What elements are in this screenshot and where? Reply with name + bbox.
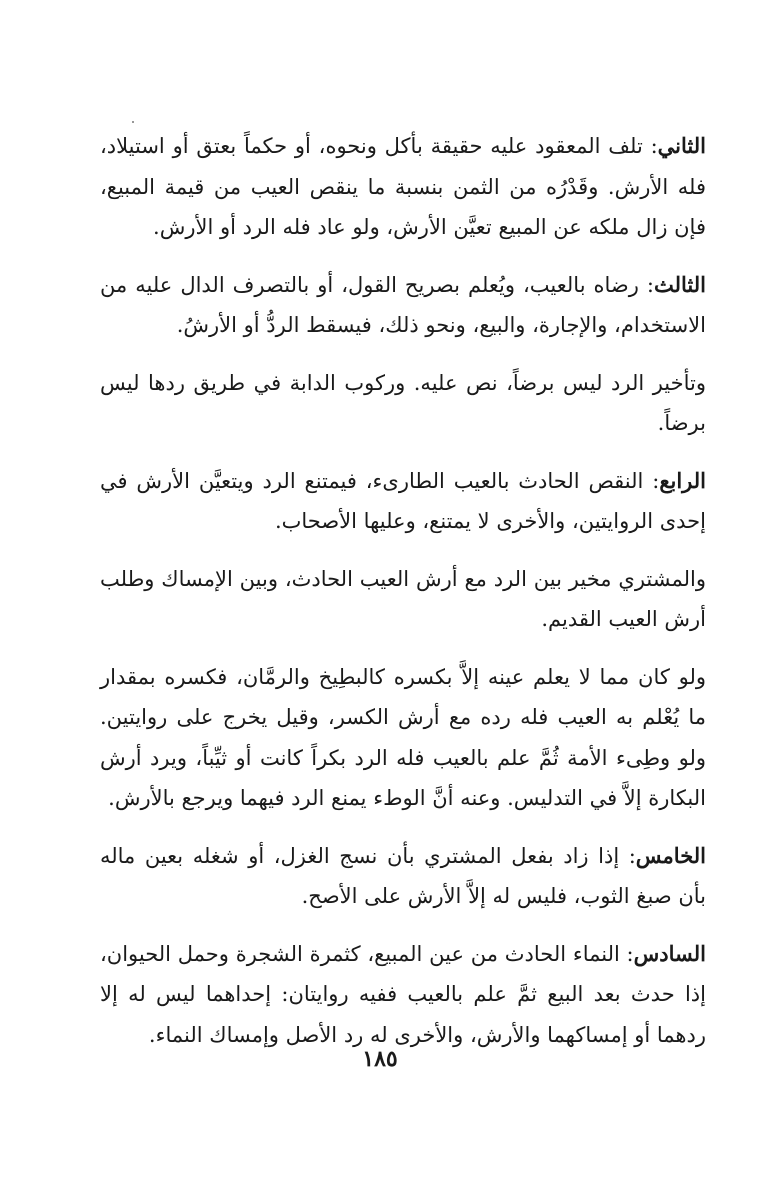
paragraph-text: وتأخير الرد ليس برضاً، نص عليه. وركوب الدابة في طريق ردها ليس برضاً.	[100, 370, 706, 435]
paragraph-term: الثالث	[654, 271, 706, 297]
paragraph-fifth	[100, 836, 706, 917]
paragraph-text: والمشتري مخير بين الرد مع أرش العيب الحادث، وبين الإمساك وطلب أرش العيب القديم.	[100, 566, 706, 631]
paragraph-text: ولو كان مما لا يعلم عينه إلاَّ بكسره كالبطِيخ والرمَّان، فكسره بمقدار ما يُعْلم به العيب فله رده مع أرش الكسر، وقيل يخرج على روايتين. ولو وطِىء الأمة ثُمَّ علم بالعيب فله الرد بكراً كانت أو ثيِّباً، ويرد أرش البكارة إلاَّ في التدليس. وعنه أنَّ الوطء يمنع الرد فيهما ويرجع بالأرش.	[100, 664, 706, 810]
paragraph-third	[100, 265, 706, 346]
page-number: ١٨٥	[362, 1046, 398, 1072]
paragraph-sixth	[100, 934, 706, 1056]
paragraph-breaking	[100, 657, 706, 819]
paragraph-term: الثاني	[657, 133, 706, 158]
paragraph-fourth	[100, 461, 706, 542]
paragraph-text: : إذا زاد بفعل المشتري بأن نسج الغزل، أو شغله بعين ماله بأن صبغ الثوب، فليس له إلاَّ الأرش على الأصح.	[100, 843, 706, 908]
paragraph-term: الرابع	[659, 467, 706, 493]
page-speck	[132, 121, 134, 123]
paragraph-text: : النماء الحادث من عين المبيع، كثمرة الشجرة وحمل الحيوان، إذا حدث بعد البيع ثمَّ علم بالعيب ففيه روايتان: إحداهما ليس له إلا ردهما أو إمساكهما والأرش، والأخرى له رد الأصل وإمساك النماء.	[100, 941, 706, 1047]
paragraph-second	[100, 126, 706, 248]
paragraph-term: السادس	[633, 940, 706, 966]
paragraph-term: الخامس	[635, 842, 706, 868]
page-body	[100, 126, 706, 1072]
paragraph-delay-note	[100, 363, 706, 444]
paragraph-text: : رضاه بالعيب، ويُعلم بصريح القول، أو بالتصرف الدال عليه من الاستخدام، والإجارة، والبيع، ونحو ذلك، فيسقط الردُّ أو الأرشُ.	[100, 272, 706, 337]
paragraph-text: : تلف المعقود عليه حقيقة بأكل ونحوه، أو حكماً بعتق أو استيلاد، فله الأرش. وقَدْرُه من الثمن بنسبة ما ينقص العيب من قيمة المبيع، فإن زال ملكه عن المبيع تعيَّن الأرش، ولو عاد فله الرد أو الأرش.	[100, 134, 706, 239]
paragraph-text: : النقص الحادث بالعيب الطارىء، فيمتنع الرد ويتعيَّن الأرش في إحدى الروايتين، والأخرى لا يمتنع، وعليها الأصحاب.	[100, 468, 706, 533]
paragraph-buyer-choice	[100, 559, 706, 640]
